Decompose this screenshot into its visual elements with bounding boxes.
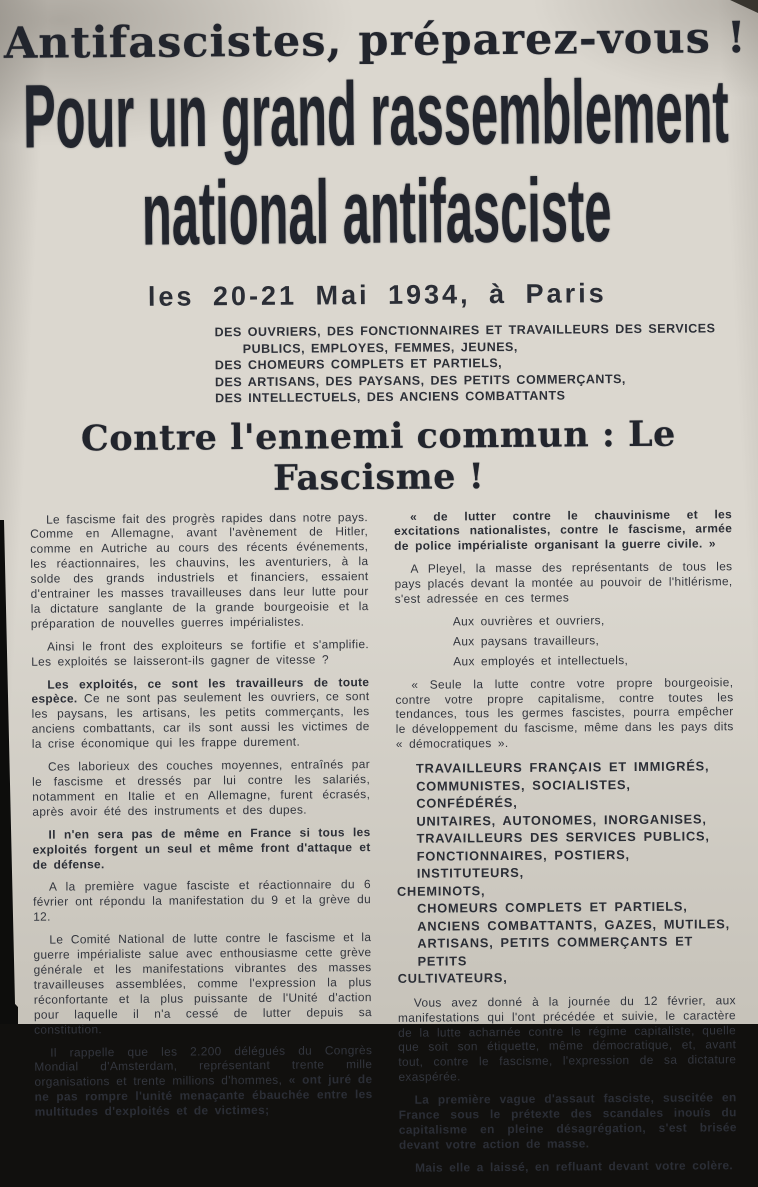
paragraph xyxy=(33,930,372,1037)
audience-line: PUBLICS, EMPLOYES, FEMMES, JEUNES, xyxy=(242,339,518,356)
section-subhead: Contre l'ennemi commun : Le Fascisme ! xyxy=(80,413,677,499)
body-columns xyxy=(0,495,758,1187)
address-line: Aux employés et intellectuels, xyxy=(453,652,629,669)
paragraph xyxy=(398,993,737,1085)
audience-line: DES ARTISANS, DES PAYSANS, DES PETITS COMMERÇANTS, xyxy=(214,371,626,389)
paragraph xyxy=(399,1090,737,1152)
caps-roll-call-list xyxy=(396,757,736,987)
main-headline-line2: national antifasciste xyxy=(141,158,612,264)
caps-roll-call-line: TRAVAILLEURS DES SERVICES PUBLICS, xyxy=(416,828,710,846)
paragraph xyxy=(394,559,732,606)
kicker-title: Antifascistes, préparez-vous ! xyxy=(3,13,747,69)
paragraph xyxy=(31,675,370,752)
paragraph xyxy=(31,637,369,669)
caps-roll-call-line: COMMUNISTES, SOCIALISTES, CONFÉDÉRÉS, xyxy=(416,776,631,811)
paragraph xyxy=(399,1158,737,1176)
paragraph-run: A Pleyel, la masse des représentants de tous les pays placés devant la montée au pouvoir de l'hitlérisme, s'est adressée en ces termes xyxy=(394,559,733,606)
address-line: Aux ouvrières et ouvriers, xyxy=(452,613,605,629)
paragraph-run: A la première vague fasciste et réactionnaire du 6 février ont répondu la manifestation du 9 et la grève du 12. xyxy=(32,877,372,924)
caps-roll-call-line: FONCTIONNAIRES, POSTIERS, INSTITUTEURS, xyxy=(416,846,630,881)
paragraph xyxy=(30,510,369,632)
paragraph-run: Ce ne sont pas seulement les ouvriers, ce sont les paysans, les artisans, les petits commerçants, les anciens combattants, car ils sont aussi les victimes de la crise économique qui les frappe durement. xyxy=(31,689,370,751)
paragraph-run: Vous avez donné à la journée du 12 février, aux manifestations qui l'ont précédée et suivie, le caractère de la lutte acharnée contre le régime capitaliste, quelle que soit son étiquette, même démocratique, et, avant tout, contre le fascisme, l'expression de sa dictature exaspérée. xyxy=(397,992,737,1085)
left-column xyxy=(30,510,373,1187)
caps-roll-call-line: ANCIENS COMBATTANTS, GAZES, MUTILES, xyxy=(417,915,730,934)
paragraph-bold-run: « ont juré de ne pas rompre l'unité menaçante ébauchée entre les multitudes d'exploités et de victimes; xyxy=(34,1072,373,1119)
audience-list xyxy=(215,320,758,407)
audience-line: DES INTELLECTUELS, DES ANCIENS COMBATTANTS xyxy=(215,388,566,406)
paragraph-run: Ces laborieux des couches moyennes, entraînés par le fascisme et dressés par lui contre les salariés, notamment en Italie et en Allemagne, furent écrasés, après avoir été des instruments et des dupes. xyxy=(32,757,371,819)
main-headline-line1: Pour un grand rassemblement xyxy=(22,59,730,167)
paragraph-run: Le Comité National de lutte contre le fascisme et la guerre impérialiste salue avec enthousiasme cette grève générale et les manifestations vibrantes des masses travailleuses assemblées, comme l'expression la plus réconfortante et la plus puissante de l'Unité d'action pour laquelle il n'a cessé de lutter depuis sa constitution. xyxy=(33,930,372,1037)
paragraph-run: « Seule la lutte contre votre propre bourgeoisie, contre votre propre capitalisme, contre toutes les tendances, tous les germes fascistes, pourra empêcher le développement du fascisme, même dans les pays dits « démocratiques ». xyxy=(395,674,734,752)
caps-roll-call-line: ARTISANS, PETITS COMMERÇANTS ET PETITS xyxy=(417,933,694,969)
paragraph-run: Ainsi le front des exploiteurs se fortifie et s'amplifie. Les exploités se laisseront-ils gagner de vitesse ? xyxy=(31,636,370,669)
caps-roll-call-line: CULTIVATEURS, xyxy=(397,970,508,987)
address-line: Aux paysans travailleurs, xyxy=(452,633,600,649)
paragraph xyxy=(32,757,370,819)
paragraph-bold-run: « de lutter contre le chauvinisme et les excitations nationalistes, contre le fascisme, armée de police impérialiste organisant la guerre civile. » xyxy=(394,506,733,554)
event-dateline: les 20-21 Mai 1934, à Paris xyxy=(147,278,607,312)
caps-roll-call-line: UNITAIRES, AUTONOMES, INORGANISES, xyxy=(416,811,707,829)
right-column xyxy=(394,507,737,1184)
caps-roll-call-line: CHEMINOTS, xyxy=(396,882,486,899)
audience-line: DES CHOMEURS COMPLETS ET PARTIELS, xyxy=(214,356,503,373)
paragraph xyxy=(33,878,371,925)
paragraph-bold-run: La première vague d'assaut fasciste, suscitée en France sous le prétexte des scandales inouïs du capitalisme en pleine désagrégation, s'est brisée devant votre action de masse. xyxy=(398,1090,737,1152)
address-lines xyxy=(453,612,733,669)
caps-roll-call-line: CHOMEURS COMPLETS ET PARTIELS, xyxy=(417,898,688,916)
paragraph-run: Il rappelle que les 2.200 délégués du Congrès Mondial d'Amsterdam, représentant trente mille organisations et trente millions d'hommes, xyxy=(34,1042,373,1090)
paragraph xyxy=(395,675,734,752)
paragraph-bold-run: Il n'en sera pas de même en France si tous les exploités forgent un seul et même front d'attaque et de défense. xyxy=(32,824,371,872)
paragraph xyxy=(34,1043,373,1120)
paragraph xyxy=(32,825,370,872)
audience-line: DES OUVRIERS, DES FONCTIONNAIRES ET TRAVAILLEURS DES SERVICES xyxy=(214,321,716,340)
paragraph-run: Le fascisme fait des progrès rapides dans notre pays. Comme en Allemagne, avant l'avènement de Hitler, comme en Autriche au cours des récents événements, les réactionnaires, les chauvins, les aventuriers, à la solde des grands industriels et financiers, essaient d'entrainer les masses travailleuses dans leur lutte pour la dictature sanglante de la grande bourgeoisie et la préparation de nouvelles guerres impérialistes. xyxy=(30,509,369,631)
caps-roll-call-line: TRAVAILLEURS FRANÇAIS ET IMMIGRÉS, xyxy=(415,758,710,776)
paragraph-bold-run: Mais elle a laissé, en refluant devant votre colère. xyxy=(415,1157,734,1175)
paragraph-bold-run: Les exploités, ce sont les travailleurs de toute espèce. xyxy=(31,674,370,707)
paragraph xyxy=(394,507,732,554)
